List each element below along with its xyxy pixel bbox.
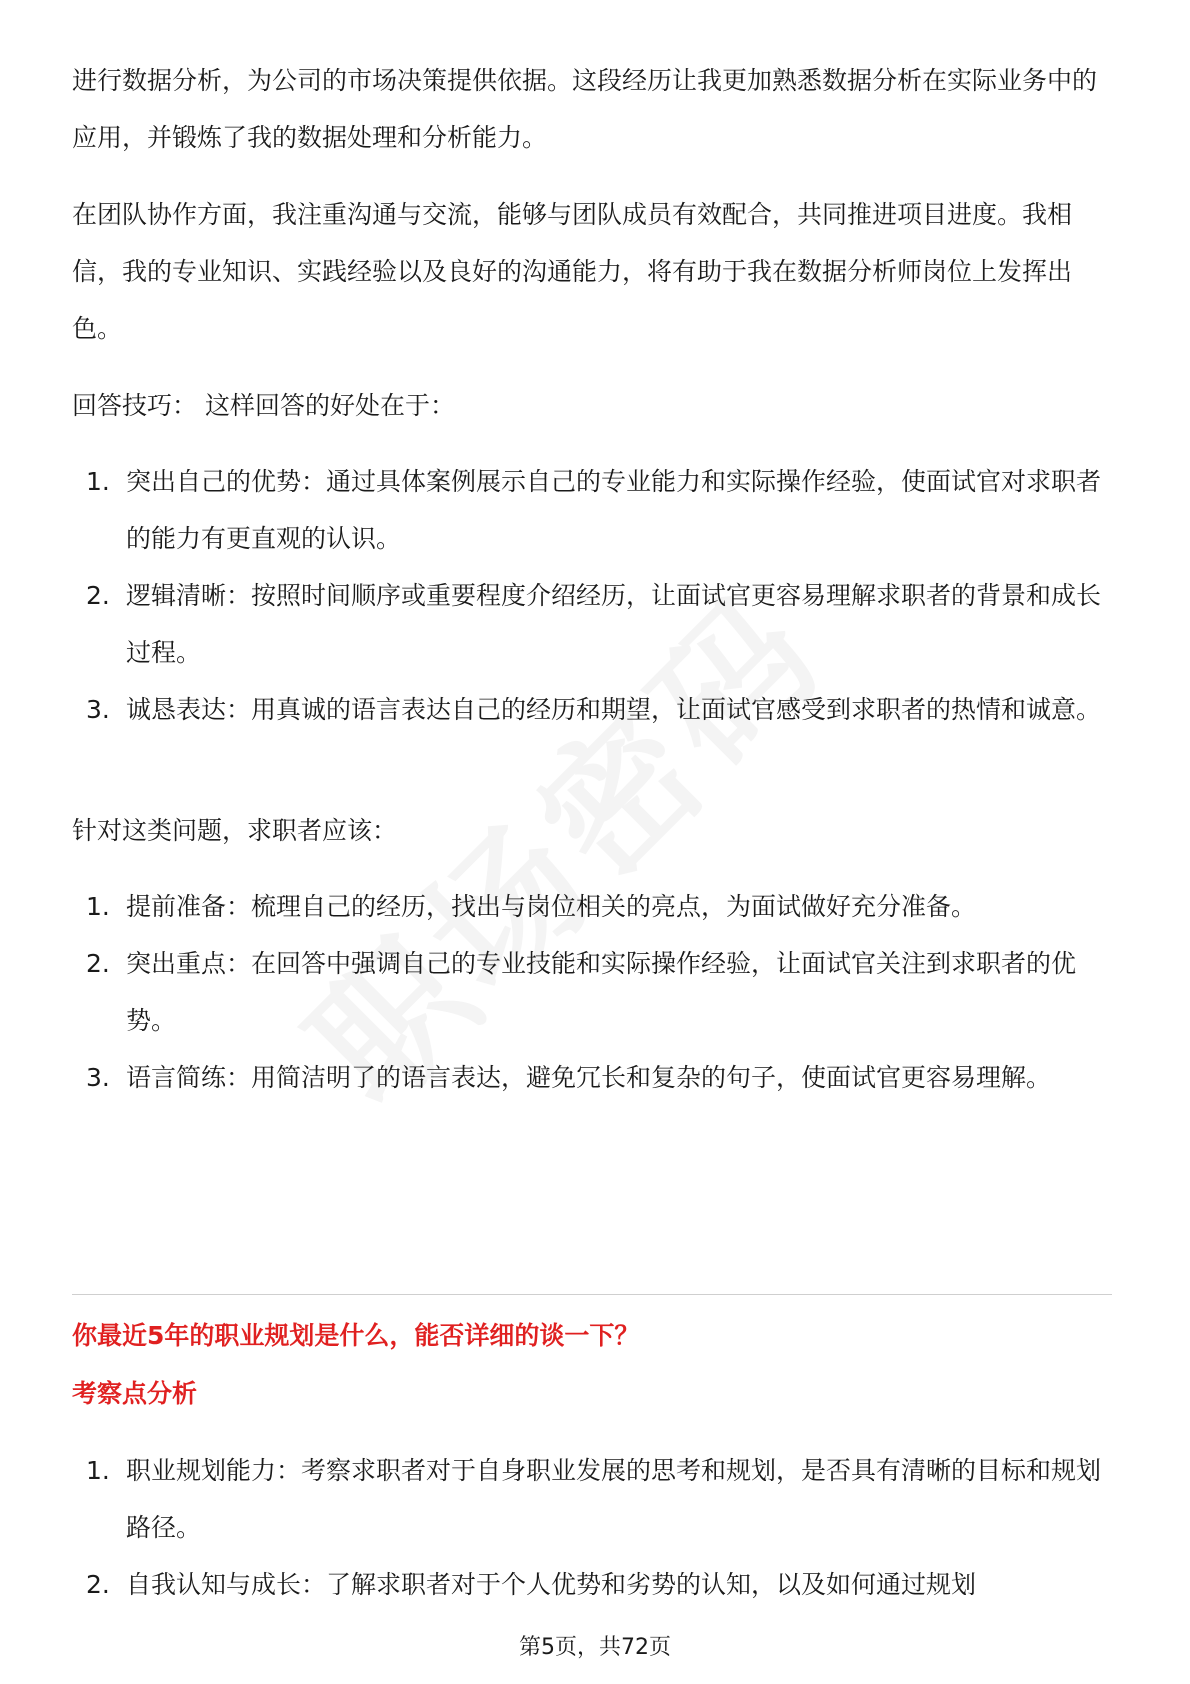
question-title: 你最近5年的职业规划是什么，能否详细的谈一下？ xyxy=(72,1321,640,1350)
analysis-heading: 考察点分析 xyxy=(72,1379,198,1408)
paragraph-should-heading: 针对这类问题，求职者应该： xyxy=(72,816,398,845)
list-text: 诚恳表达：用真诚的语言表达自己的经历和期望，让面试官感受到求职者的热情和诚意。 xyxy=(126,695,1102,724)
list-number: 2. xyxy=(86,1570,110,1599)
list-item xyxy=(72,567,1112,681)
list-text: 自我认知与成长：了解求职者对于个人优势和劣势的认知，以及如何通过规划 xyxy=(126,1570,977,1599)
list-text: 提前准备：梳理自己的经历，找出与岗位相关的亮点，为面试做好充分准备。 xyxy=(126,892,977,921)
list-text: 职业规划能力：考察求职者对于自身职业发展的思考和规划，是否具有清晰的目标和规划路径。 xyxy=(126,1456,1102,1542)
list-text: 突出重点：在回答中强调自己的专业技能和实际操作经验，让面试官关注到求职者的优势。 xyxy=(126,949,1077,1035)
analysis-list xyxy=(72,1442,1112,1613)
list-number: 1. xyxy=(86,1456,110,1485)
list-text: 逻辑清晰：按照时间顺序或重要程度介绍经历，让面试官更容易理解求职者的背景和成长过程。 xyxy=(126,581,1102,667)
should-list xyxy=(72,878,1112,1106)
list-item xyxy=(72,935,1112,1049)
list-number: 3. xyxy=(86,1063,110,1092)
list-item xyxy=(72,681,1112,738)
tips-list xyxy=(72,453,1112,738)
paragraph-teamwork: 在团队协作方面，我注重沟通与交流，能够与团队成员有效配合，共同推进项目进度。我相信，我的专业知识、实践经验以及良好的沟通能力，将有助于我在数据分析师岗位上发挥出色。 xyxy=(72,200,1073,343)
list-text: 语言简练：用简洁明了的语言表达，避免冗长和复杂的句子，使面试官更容易理解。 xyxy=(126,1063,1052,1092)
list-item xyxy=(72,453,1112,567)
list-text: 突出自己的优势：通过具体案例展示自己的专业能力和实际操作经验，使面试官对求职者的能力有更直观的认识。 xyxy=(126,467,1102,553)
list-item xyxy=(72,1556,1112,1613)
paragraph-intro: 进行数据分析，为公司的市场决策提供依据。这段经历让我更加熟悉数据分析在实际业务中的应用，并锻炼了我的数据处理和分析能力。 xyxy=(72,66,1098,152)
section-divider xyxy=(72,1294,1112,1295)
paragraph-tips-heading: 回答技巧： 这样回答的好处在于： xyxy=(72,391,455,420)
list-number: 3. xyxy=(86,695,110,724)
page-footer: 第5页，共72页 xyxy=(519,1635,671,1660)
list-number: 2. xyxy=(86,949,110,978)
list-item xyxy=(72,1442,1112,1556)
list-item xyxy=(72,878,1112,935)
list-number: 1. xyxy=(86,467,110,496)
list-number: 1. xyxy=(86,892,110,921)
list-item xyxy=(72,1049,1112,1106)
list-number: 2. xyxy=(86,581,110,610)
